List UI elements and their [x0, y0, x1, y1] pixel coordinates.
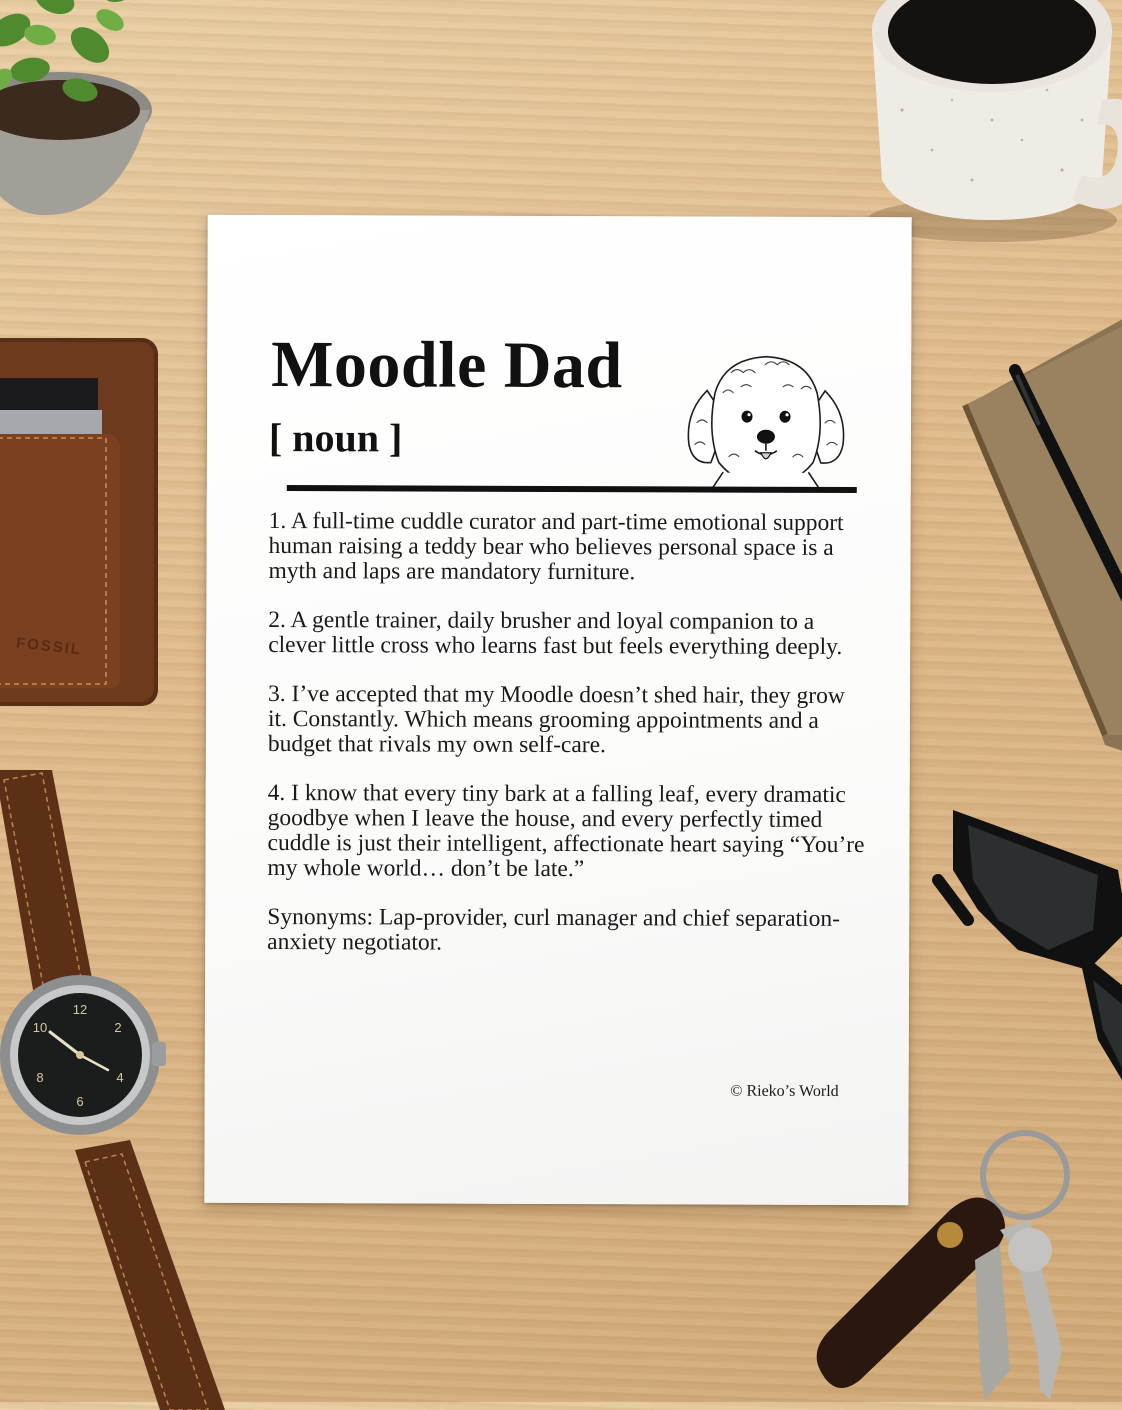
definitions-list	[267, 509, 869, 981]
watch-numeral-6: 6	[76, 1094, 84, 1109]
title-divider	[287, 485, 857, 493]
wallet-graphic	[0, 338, 165, 710]
synonyms: Synonyms: Lap-provider, curl manager and chief separation-anxiety negotiator.	[267, 903, 840, 956]
potted-plant	[0, 0, 175, 230]
wallet-brand: FOSSIL	[15, 634, 83, 659]
watch-numeral-10: 10	[32, 1020, 48, 1035]
leather-wallet	[0, 338, 165, 710]
copyright-credit: © Rieko’s World	[730, 1082, 839, 1100]
watch-numeral-12: 12	[72, 1002, 88, 1017]
poster-title: Moodle Dad	[271, 327, 623, 403]
dog-illustration	[685, 352, 847, 491]
watch-numeral-2: 2	[114, 1020, 122, 1035]
definition-3: 3. I’ve accepted that my Moodle doesn’t shed hair, they grow it. Constantly. Which means grooming appointments and a budget that rivals my own self-care.	[267, 680, 845, 759]
part-of-speech: [ noun ]	[268, 414, 403, 461]
notebook-and-pen	[955, 315, 1122, 755]
watch-numeral-8: 8	[36, 1070, 44, 1085]
definition-2: 2. A gentle trainer, daily brusher and loyal companion to a clever little cross who learns fast but feels everything deeply.	[268, 606, 843, 660]
definition-1: 1. A full-time cuddle curator and part-time emotional support human raising a teddy bear who believes personal space is a myth and laps are mandatory furniture.	[268, 507, 844, 586]
definition-print	[204, 215, 911, 1205]
definition-4: 4. I know that every tiny bark at a falling leaf, every dramatic goodbye when I leave the house, and every perfectly timed cuddle is just their intelligent, affectionate heart saying “You’re my whole world… don’t be late.”	[267, 779, 865, 883]
sunglasses	[928, 780, 1122, 1100]
watch-numeral-4: 4	[116, 1070, 124, 1085]
